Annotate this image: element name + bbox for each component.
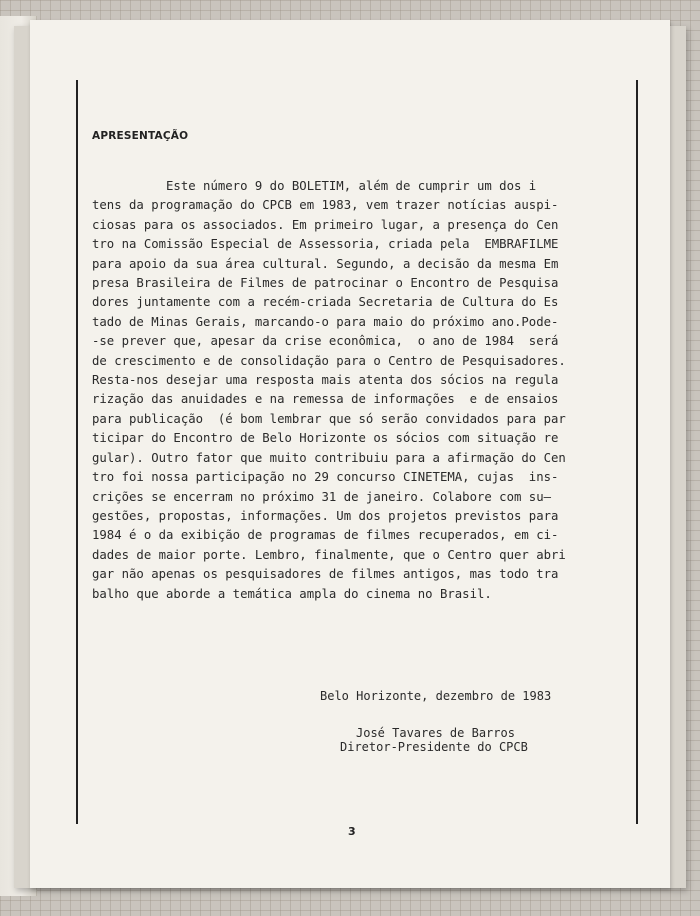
text-line: 1984 é o da exibição de programas de filmes recuperados, em ci- — [92, 528, 559, 543]
document-page — [30, 20, 670, 888]
text-line: crições se encerram no próximo 31 de janeiro. Colabore com su— — [92, 489, 552, 504]
text-line: dades de maior porte. Lembro, finalmente, que o Centro quer abri — [92, 547, 566, 562]
text-line: para apoio da sua área cultural. Segundo, a decisão da mesma Em — [92, 256, 559, 271]
text-line: tro na Comissão Especial de Assessoria, criada pela EMBRAFILME — [92, 237, 559, 252]
text-line: rização das anuidades e na remessa de informações e de ensaios — [92, 392, 559, 407]
text-line: -se prever que, apesar da crise econômica, o ano de 1984 será — [92, 334, 559, 349]
signer-title: Diretor-Presidente do CPCB — [340, 740, 528, 754]
page-number: 3 — [348, 825, 356, 838]
text-line: de crescimento e de consolidação para o Centro de Pesquisadores. — [92, 353, 566, 368]
text-line: gular). Outro fator que muito contribuiu para a afirmação do Cen — [92, 450, 566, 465]
text-line: ciosas para os associados. Em primeiro lugar, a presença do Cen — [92, 217, 559, 232]
signer-name: José Tavares de Barros — [356, 726, 515, 740]
body-text — [92, 177, 620, 604]
text-line: tens da programação do CPCB em 1983, vem trazer notícias auspi- — [92, 198, 559, 213]
text-line: gar não apenas os pesquisadores de filmes antigos, mas todo tra — [92, 567, 559, 582]
text-line: Este número 9 do BOLETIM, além de cumprir um dos i — [92, 179, 537, 193]
text-line: dores juntamente com a recém-criada Secretaria de Cultura do Es — [92, 295, 559, 310]
text-line: ticipar do Encontro de Belo Horizonte os sócios com situação re — [92, 431, 559, 446]
place-date: Belo Horizonte, dezembro de 1983 — [320, 689, 552, 703]
text-line: tro foi nossa participação no 29 concurso CINETEMA, cujas ins- — [92, 470, 559, 485]
page-heading: APRESENTAÇÃO — [92, 130, 189, 142]
text-line: gestões, propostas, informações. Um dos projetos previstos para — [92, 508, 559, 523]
text-line: para publicação (é bom lembrar que só serão convidados para par — [92, 411, 566, 426]
text-line: balho que aborde a temática ampla do cinema no Brasil. — [92, 586, 492, 601]
text-line: tado de Minas Gerais, marcando-o para maio do próximo ano.Pode- — [92, 314, 559, 329]
text-line: presa Brasileira de Filmes de patrocinar o Encontro de Pesquisa — [92, 276, 559, 291]
text-line: Resta-nos desejar uma resposta mais atenta dos sócios na regula — [92, 373, 559, 388]
